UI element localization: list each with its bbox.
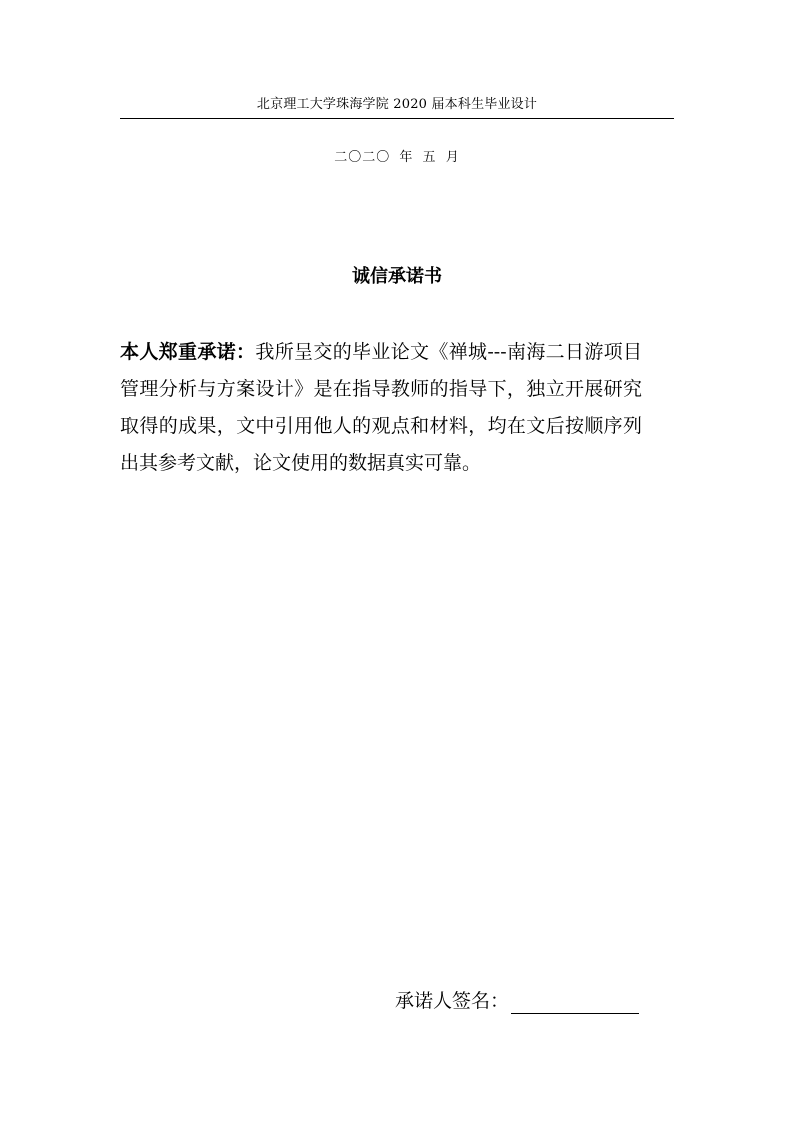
signature-block	[395, 988, 639, 1014]
header-divider	[120, 118, 674, 119]
date-line: 二〇二〇 年 五 月	[334, 150, 460, 165]
running-header: 北京理工大学珠海学院 2020 届本科生毕业设计	[256, 97, 538, 112]
page-title: 诚信承诺书	[352, 266, 442, 287]
signature-label: 承诺人签名：	[395, 990, 510, 1012]
pledge-text: 我所呈交的毕业论文《禅城---南海二日游项目管理分析与方案设计》是在指导教师的指导下，独立开展研究取得的成果，文中引用他人的观点和材料，均在文后按顺序列出其参考文献，论文使用的数据真实可靠。	[120, 341, 642, 474]
signature-line	[511, 993, 639, 1014]
pledge-paragraph	[120, 334, 642, 482]
pledge-lead: 本人郑重承诺：	[120, 341, 256, 363]
